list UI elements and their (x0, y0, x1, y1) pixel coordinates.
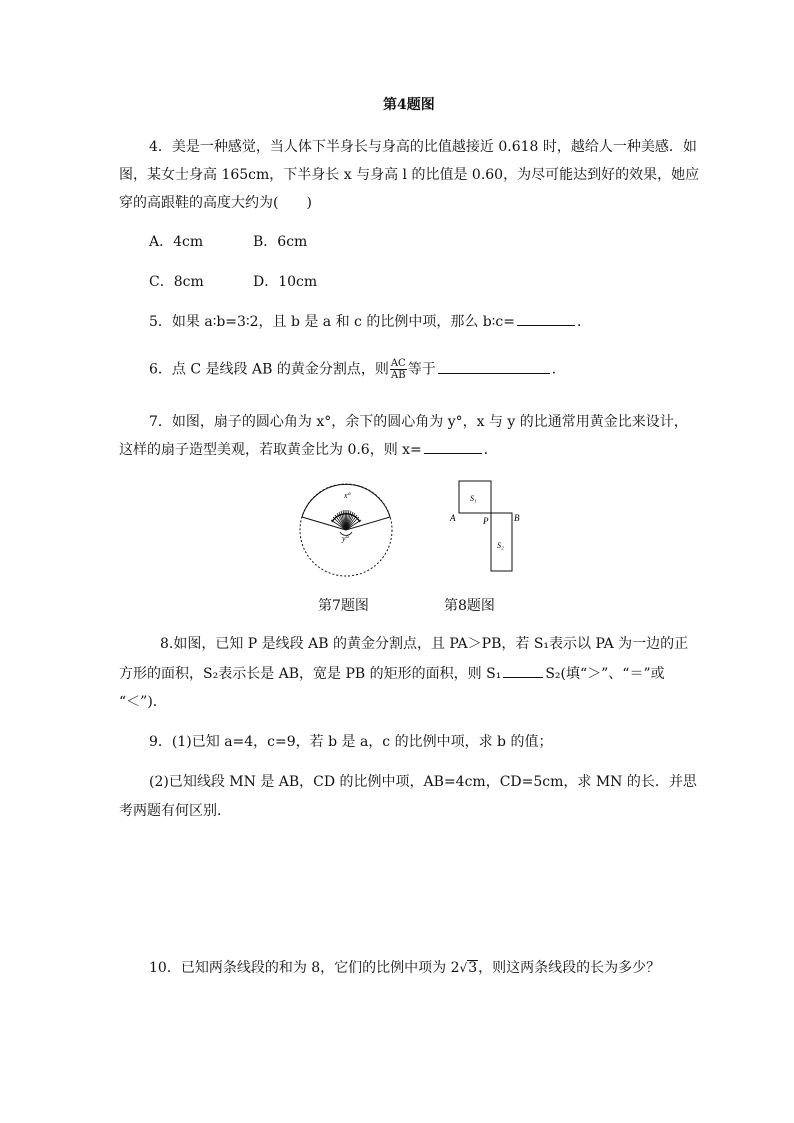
q9-line3: 考两题有何区别． (119, 803, 231, 819)
q5-end: ． (576, 314, 591, 330)
q7-line2-text: 这样的扇子造型美观，若取黄金比为 0.6，则 x= (119, 442, 422, 458)
q7-answer-blank[interactable] (424, 440, 482, 454)
q4-line3: 穿的高跟鞋的高度大约为( ) (119, 195, 312, 211)
label-a: A (450, 513, 456, 523)
fan-figure (296, 474, 400, 586)
q6-answer-blank[interactable] (438, 360, 550, 374)
q10-line (149, 958, 660, 978)
q4-option-b: B．6cm (253, 234, 308, 250)
q5-line (149, 312, 591, 332)
q6-pre: 6．点 C 是线段 AB 的黄金分割点，则 (149, 361, 389, 378)
fan-x-label: x° (344, 491, 351, 500)
q10-radicand: 3 (468, 960, 478, 976)
label-p: P (483, 516, 489, 526)
q9-line1: 9．(1)已知 a=4，c=9，若 b 是 a，c 的比例中项，求 b 的值； (149, 734, 553, 750)
q6-numerator: AC (390, 358, 406, 369)
q10-pre: 10．已知两条线段的和为 8，它们的比例中项为 2 (149, 960, 460, 976)
q10-post: ，则这两条线段的长为多少？ (478, 960, 661, 976)
q9-line2: (2)已知线段 MN 是 AB，CD 的比例中项，AB=4cm，CD=5cm，求 MN 的长．并思 (149, 774, 697, 790)
q8-line2-b: S₂(填“＞”、“＝”或 (545, 666, 665, 682)
label-s2: S₂ (497, 541, 504, 550)
label-s1: S₁ (470, 494, 477, 503)
q7-end: ． (483, 442, 498, 458)
q4-line2: 图，某女士身高 165cm，下半身长 x 与身高 l 的比值是 0.60，为尽可能达到好的效果，她应 (119, 167, 700, 183)
q4-option-a: A．4cm (149, 234, 204, 250)
q7-line1: 7．如图，扇子的圆心角为 x°，余下的圆心角为 y°，x 与 y 的比通常用黄金比来设计， (149, 414, 688, 430)
figure-4-caption: 第4题图 (383, 97, 435, 113)
squares-figure (446, 474, 528, 576)
q8-line2 (119, 664, 665, 684)
q6-end: ． (551, 361, 566, 378)
q6-denominator: AB (390, 370, 406, 381)
q5-text: 5．如果 a∶b=3∶2，且 b 是 a 和 c 的比例中项，那么 b∶c= (149, 314, 515, 330)
q6-fraction (390, 358, 407, 381)
figure-7-caption: 第7题图 (318, 598, 369, 614)
q8-line1: 8.如图，已知 P 是线段 AB 的黄金分割点，且 PA＞PB，若 S₁表示以 PA 为一边的正 (160, 636, 689, 652)
q6-line (149, 358, 566, 381)
q5-answer-blank[interactable] (517, 312, 575, 326)
figure-8-caption: 第8题图 (444, 598, 495, 614)
fan-y-label: y° (342, 534, 349, 543)
sqrt-icon: √ (459, 961, 468, 975)
q8-line2-a: 方形的面积，S₂表示长是 AB，宽是 PB 的矩形的面积，则 S₁ (119, 666, 502, 682)
q8-answer-blank[interactable] (503, 664, 543, 678)
q8-line3: “＜”)． (119, 694, 167, 710)
q6-post: 等于 (407, 361, 436, 378)
q4-option-d: D．10cm (253, 274, 318, 290)
q4-line1: 4．美是一种感觉，当人体下半身长与身高的比值越接近 0.618 时，越给人一种美感．如 (149, 139, 697, 155)
q4-option-c: C．8cm (149, 274, 204, 290)
q7-line2 (119, 440, 498, 460)
label-b: B (514, 513, 520, 523)
